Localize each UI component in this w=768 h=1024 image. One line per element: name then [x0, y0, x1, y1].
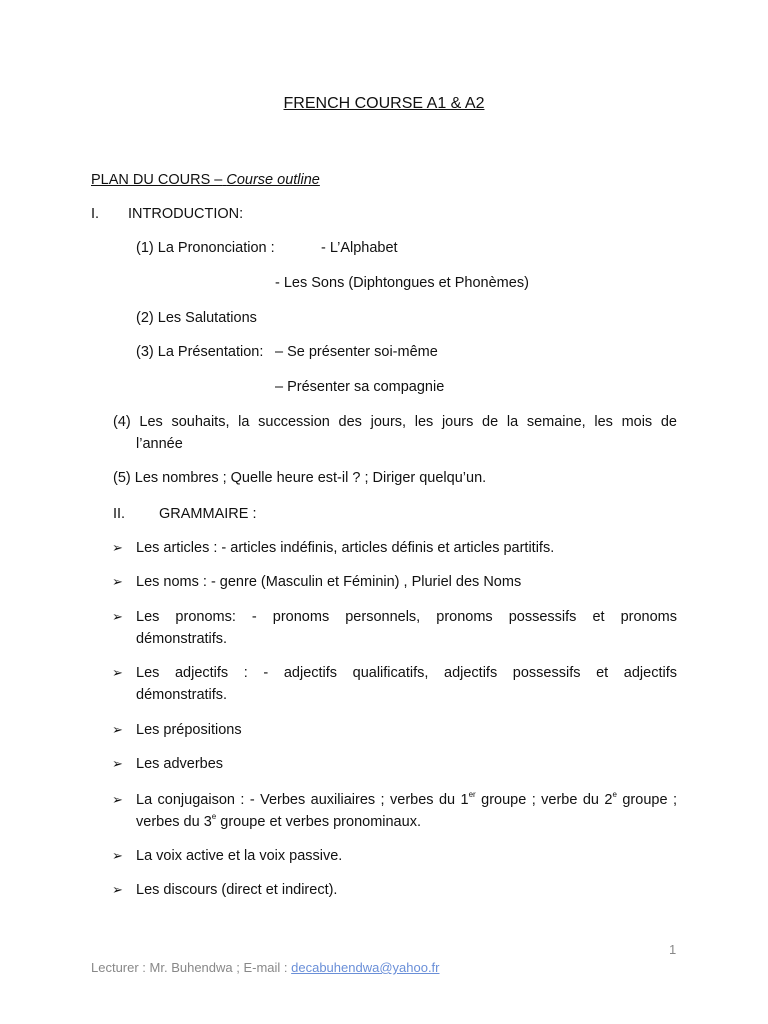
- grammar-item-conjugaison-line2: [136, 812, 421, 832]
- arrow-bullet-icon: ➢: [112, 609, 123, 624]
- plan-sub: Course outline: [226, 172, 320, 188]
- intro-item-1-label: (1) La Prononciation :: [136, 240, 275, 256]
- grammar-item-adverbes: Les adverbes: [136, 756, 224, 772]
- section-1-num: I.: [91, 206, 100, 222]
- grammar-item-pronoms-line2: démonstratifs.: [136, 631, 228, 647]
- intro-item-3-b: – Présenter sa compagnie: [275, 379, 445, 395]
- section-1-heading: INTRODUCTION:: [128, 206, 244, 222]
- plan-heading: [91, 170, 320, 190]
- intro-item-2: (2) Les Salutations: [136, 310, 257, 326]
- grammar-item-articles: Les articles : - articles indéfinis, articles définis et articles partitifs.: [136, 540, 555, 556]
- section-2-num: II.: [113, 506, 126, 522]
- intro-item-5: (5) Les nombres ; Quelle heure est-il ? ; Diriger quelqu’un.: [113, 470, 487, 486]
- arrow-bullet-icon: ➢: [112, 792, 123, 807]
- footer-lecturer: [91, 958, 440, 978]
- grammar-item-prepositions: Les prépositions: [136, 722, 242, 738]
- conj-sup-1: er: [468, 790, 476, 800]
- section-2-heading: GRAMMAIRE :: [159, 506, 257, 522]
- grammar-item-discours: Les discours (direct et indirect).: [136, 882, 338, 898]
- arrow-bullet-icon: ➢: [112, 574, 123, 589]
- conj-sup-2: e: [612, 790, 617, 800]
- arrow-bullet-icon: ➢: [112, 848, 123, 863]
- intro-item-1-b: - Les Sons (Diphtongues et Phonèmes): [275, 275, 529, 291]
- grammar-item-noms: Les noms : - genre (Masculin et Féminin) , Pluriel des Noms: [136, 574, 522, 590]
- conj2-text-a: verbes du 3: [136, 814, 212, 830]
- intro-item-1-a: - L’Alphabet: [321, 240, 398, 256]
- grammar-item-conjugaison-line1: [136, 790, 677, 810]
- intro-item-3-label: (3) La Présentation:: [136, 344, 264, 360]
- conj2-text-b: groupe et verbes pronominaux.: [216, 814, 421, 830]
- conj-text-a: La conjugaison : - Verbes auxiliaires ; verbes du 1: [136, 792, 469, 808]
- conj-text-c: groupe ;: [616, 792, 677, 808]
- conj-text-b: groupe ; verbe du 2: [475, 792, 613, 808]
- page-number: 1: [669, 942, 677, 957]
- document-title: FRENCH COURSE A1 & A2: [283, 95, 485, 112]
- grammar-item-adjectifs-line2: démonstratifs.: [136, 687, 228, 703]
- plan-label: PLAN DU COURS –: [91, 172, 223, 188]
- arrow-bullet-icon: ➢: [112, 882, 123, 897]
- footer-text: Lecturer : Mr. Buhendwa ; E-mail :: [91, 960, 292, 975]
- grammar-item-pronoms-line1: Les pronoms: - pronoms personnels, pronoms possessifs et pronoms: [136, 609, 677, 625]
- grammar-item-adjectifs-line1: Les adjectifs : - adjectifs qualificatifs, adjectifs possessifs et adjectifs: [136, 665, 677, 681]
- arrow-bullet-icon: ➢: [112, 665, 123, 680]
- email-link[interactable]: decabuhendwa@yahoo.fr: [291, 960, 440, 975]
- grammar-item-voix: La voix active et la voix passive.: [136, 848, 343, 864]
- intro-item-4-line2: l’année: [136, 436, 183, 452]
- arrow-bullet-icon: ➢: [112, 540, 123, 555]
- conj2-sup: e: [211, 812, 217, 822]
- arrow-bullet-icon: ➢: [112, 722, 123, 737]
- intro-item-3-a: – Se présenter soi-même: [275, 344, 438, 360]
- intro-item-4-line1: (4) Les souhaits, la succession des jours, les jours de la semaine, les mois de: [113, 414, 677, 430]
- arrow-bullet-icon: ➢: [112, 756, 123, 771]
